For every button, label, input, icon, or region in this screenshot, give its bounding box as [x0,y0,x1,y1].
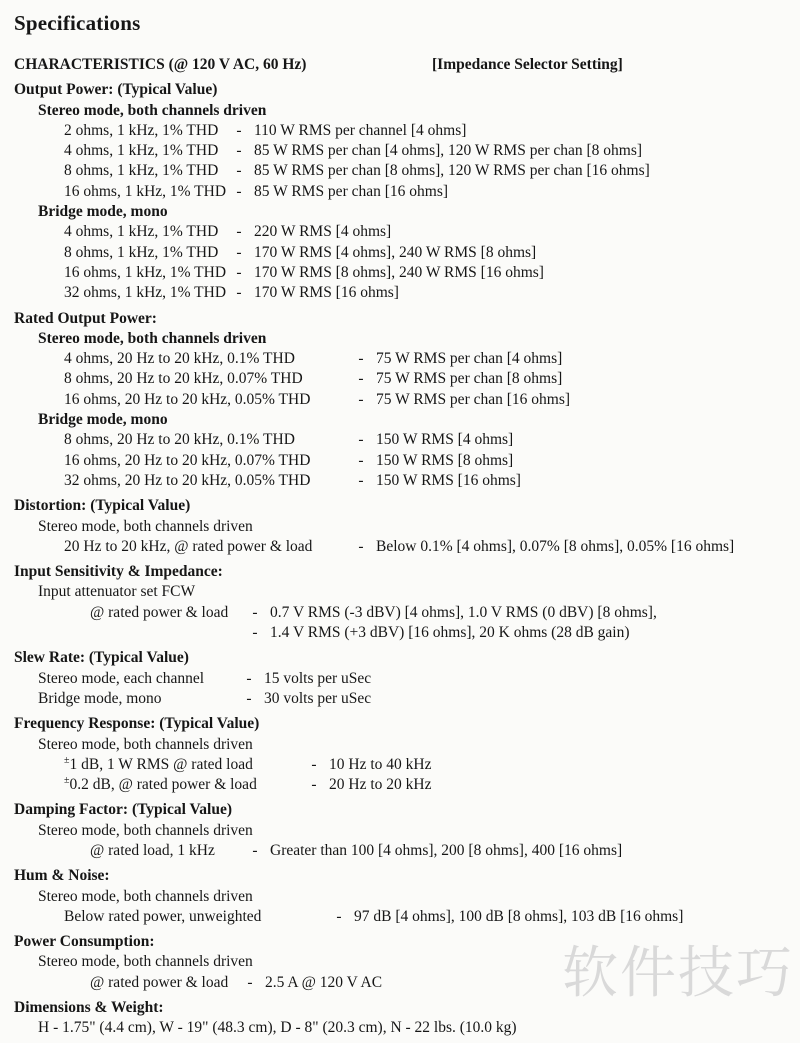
spec-value: 75 W RMS per chan [8 ohms] [376,370,563,388]
spec-sections [14,80,800,1038]
spec-row [14,537,800,557]
spec-row [14,755,800,775]
spec-label: Stereo mode, each channel [38,669,205,687]
spec-value: 220 W RMS [4 ohms] [254,223,392,241]
plus-minus-prefix: ± [64,774,70,786]
spec-section [14,800,800,861]
dash-separator: - [246,689,252,707]
group-subheading: Bridge mode, mono [38,411,168,429]
dash-separator: - [358,390,364,408]
spec-section [14,714,800,795]
spec-label: ±0.2 dB, @ rated power & load [64,774,257,794]
spec-value: 85 W RMS per chan [4 ohms], 120 W RMS per chan [8 ohms] [254,142,643,160]
group-subheading: Stereo mode, both channels driven [38,821,253,839]
spec-section [14,932,800,993]
spec-label [90,623,240,643]
spec-section [14,496,800,557]
dash-separator: - [311,755,317,773]
group-subheading: Stereo mode, both channels driven [38,329,267,347]
spec-label: 16 ohms, 1 kHz, 1% THD [64,182,227,200]
group-subheading: Stereo mode, both channels driven [38,735,253,753]
spec-value: 150 W RMS [8 ohms] [376,451,514,469]
spec-value: 75 W RMS per chan [16 ohms] [376,390,571,408]
spec-row [14,603,800,623]
spec-value: 85 W RMS per chan [8 ohms], 120 W RMS per chan [16 ohms] [254,162,650,180]
dash-separator: - [252,603,258,621]
dash-separator: - [358,451,364,469]
section-heading: Distortion: (Typical Value) [14,497,191,515]
section-heading: Slew Rate: (Typical Value) [14,649,189,667]
spec-label: 20 Hz to 20 kHz, @ rated power & load [64,537,313,555]
spec-label: 16 ohms, 20 Hz to 20 kHz, 0.05% THD [64,390,311,408]
spec-label: 8 ohms, 20 Hz to 20 kHz, 0.07% THD [64,370,303,388]
impedance-selector-note: [Impedance Selector Setting] [432,56,623,73]
characteristics-label: CHARACTERISTICS (@ 120 V AC, 60 Hz) [14,56,307,73]
spec-row [14,907,800,927]
spec-value: 20 Hz to 20 kHz [329,776,432,794]
dash-separator: - [246,669,252,687]
spec-row [14,775,800,795]
spec-value: Below 0.1% [4 ohms], 0.07% [8 ohms], 0.05% [16 ohms] [376,537,735,555]
spec-label: 8 ohms, 1 kHz, 1% THD [64,162,219,180]
group-subheading: Input attenuator set FCW [38,583,196,601]
spec-label: 8 ohms, 1 kHz, 1% THD [64,243,219,261]
spec-value: 170 W RMS [16 ohms] [254,284,399,302]
spec-label: 4 ohms, 1 kHz, 1% THD [64,142,219,160]
spec-row [14,263,800,283]
section-heading: Hum & Noise: [14,867,110,885]
spec-label: Bridge mode, mono [38,689,162,707]
characteristics-line [14,55,800,75]
spec-value: 30 volts per uSec [264,689,372,707]
spec-value: 110 W RMS per channel [4 ohms] [254,121,467,139]
section-heading: Dimensions & Weight: [14,999,164,1017]
dash-separator: - [236,121,242,139]
spec-label: @ rated power & load [90,973,229,991]
spec-row [14,369,800,389]
watermark-text: 软件技巧 [562,941,794,1006]
spec-label: @ rated power & load [90,603,229,621]
spec-row [14,841,800,861]
spec-row [14,1018,800,1038]
spec-value: Greater than 100 [4 ohms], 200 [8 ohms], 400 [16 ohms] [270,841,623,859]
spec-row [14,182,800,202]
spec-section [14,309,800,492]
group-subheading: Bridge mode, mono [38,203,168,221]
dash-separator: - [236,263,242,281]
spec-label: 32 ohms, 1 kHz, 1% THD [64,284,227,302]
spec-value: 170 W RMS [8 ohms], 240 W RMS [16 ohms] [254,263,544,281]
dash-separator: - [358,431,364,449]
spec-row [14,121,800,141]
spec-label: 32 ohms, 20 Hz to 20 kHz, 0.05% THD [64,471,311,489]
plus-minus-prefix: ± [64,754,70,766]
spec-section [14,998,800,1039]
spec-value: 2.5 A @ 120 V AC [265,973,383,991]
dash-separator: - [236,142,242,160]
dash-separator: - [236,182,242,200]
spec-row [14,222,800,242]
spec-label: 16 ohms, 20 Hz to 20 kHz, 0.07% THD [64,451,311,469]
spec-section [14,80,800,303]
section-heading: Frequency Response: (Typical Value) [14,715,260,733]
dash-separator: - [358,471,364,489]
group-subheading: Stereo mode, both channels driven [38,887,253,905]
dash-separator: - [336,907,342,925]
spec-section [14,648,800,709]
dash-separator: - [311,776,317,794]
dash-separator: - [236,223,242,241]
spec-row [14,451,800,471]
spec-row [14,471,800,491]
spec-row [14,689,800,709]
dash-separator: - [236,284,242,302]
spec-row [14,283,800,303]
spec-row [14,623,800,643]
section-heading: Damping Factor: (Typical Value) [14,801,232,819]
page-title: Specifications [14,11,141,35]
spec-value: 10 Hz to 40 kHz [329,755,432,773]
spec-value: 1.4 V RMS (+3 dBV) [16 ohms], 20 K ohms (28 dB gain) [270,624,630,642]
dash-separator: - [236,162,242,180]
spec-row [14,390,800,410]
dash-separator: - [358,370,364,388]
dash-separator: - [358,350,364,368]
spec-section [14,562,800,643]
spec-value: 97 dB [4 ohms], 100 dB [8 ohms], 103 dB [16 ohms] [354,907,684,925]
dash-separator: - [236,243,242,261]
spec-label: ±1 dB, 1 W RMS @ rated load [64,754,253,773]
group-subheading: Stereo mode, both channels driven [38,517,253,535]
spec-row [14,243,800,263]
spec-row [14,141,800,161]
spec-value: 0.7 V RMS (-3 dBV) [4 ohms], 1.0 V RMS (0 dBV) [8 ohms], [270,603,657,621]
spec-value: 75 W RMS per chan [4 ohms] [376,350,563,368]
spec-label: 2 ohms, 1 kHz, 1% THD [64,121,219,139]
spec-row [14,161,800,181]
spec-section [14,866,800,927]
dash-separator: - [252,841,258,859]
spec-value: 85 W RMS per chan [16 ohms] [254,182,449,200]
dash-separator: - [358,537,364,555]
spec-label: 16 ohms, 1 kHz, 1% THD [64,263,227,281]
spec-label: Below rated power, unweighted [64,907,262,925]
section-heading: Input Sensitivity & Impedance: [14,563,223,581]
spec-row [14,430,800,450]
dash-separator: - [247,973,253,991]
section-heading: Rated Output Power: [14,309,157,327]
spec-label: 4 ohms, 1 kHz, 1% THD [64,223,219,241]
spec-row [14,973,800,993]
spec-row [14,349,800,369]
spec-value: 15 volts per uSec [264,669,372,687]
spec-label: @ rated load, 1 kHz [90,841,215,859]
spec-value: 170 W RMS [4 ohms], 240 W RMS [8 ohms] [254,243,537,261]
spec-value: 150 W RMS [4 ohms] [376,431,514,449]
section-heading: Output Power: (Typical Value) [14,81,218,99]
group-subheading: Stereo mode, both channels driven [38,953,253,971]
spec-label: 4 ohms, 20 Hz to 20 kHz, 0.1% THD [64,350,295,368]
spec-row [14,669,800,689]
spec-label: H - 1.75" (4.4 cm), W - 19" (48.3 cm), D - 8" (20.3 cm), N - 22 lbs. (10.0 kg) [38,1019,517,1037]
group-subheading: Stereo mode, both channels driven [38,101,267,119]
dash-separator: - [252,624,258,642]
section-heading: Power Consumption: [14,933,155,951]
spec-value: 150 W RMS [16 ohms] [376,471,521,489]
spec-label: 8 ohms, 20 Hz to 20 kHz, 0.1% THD [64,431,295,449]
